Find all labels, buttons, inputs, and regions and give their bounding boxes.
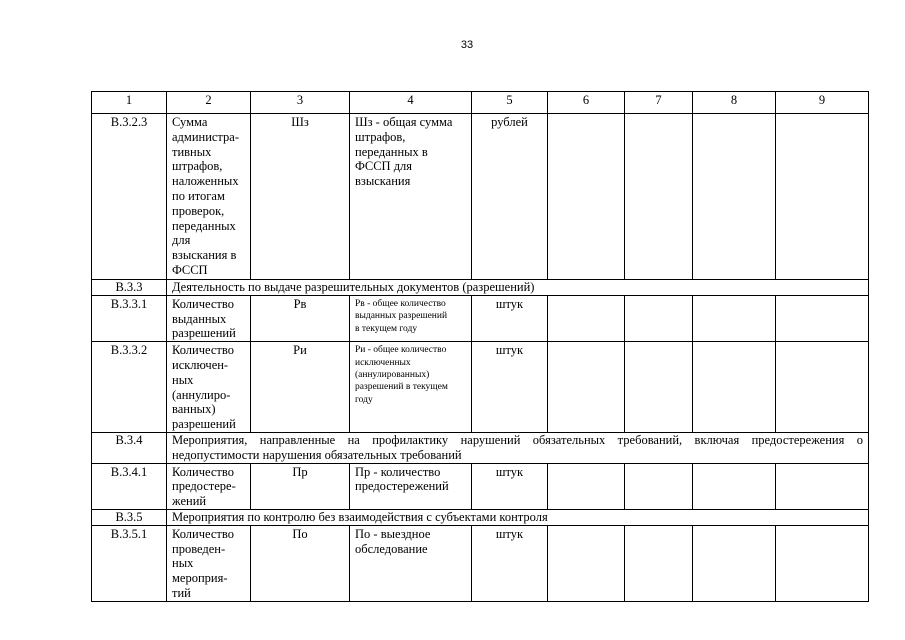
- column-number-header: 7: [625, 92, 693, 114]
- section-code: В.3.5: [92, 509, 167, 525]
- section-title: Мероприятия по контролю без взаимодействия с субъектами контроля: [167, 509, 869, 525]
- empty-cell: [693, 463, 776, 509]
- empty-cell: [548, 114, 625, 280]
- section-row: [92, 280, 869, 296]
- table-header-row: [92, 92, 869, 114]
- indicator-name: Количество предостере- жений: [167, 463, 251, 509]
- table-row: [92, 342, 869, 433]
- indicator-symbol: Рв: [251, 295, 350, 341]
- section-code: В.3.4: [92, 432, 167, 463]
- empty-cell: [625, 463, 693, 509]
- empty-cell: [776, 463, 869, 509]
- empty-cell: [625, 295, 693, 341]
- empty-cell: [625, 525, 693, 601]
- column-number-header: 3: [251, 92, 350, 114]
- column-number-header: 1: [92, 92, 167, 114]
- indicator-formula: Пр - количество предостережений: [350, 463, 472, 509]
- indicator-symbol: По: [251, 525, 350, 601]
- indicator-name: Количество исключен- ных (аннулиро- ванных) разрешений: [167, 342, 251, 433]
- column-number-header: 9: [776, 92, 869, 114]
- empty-cell: [693, 114, 776, 280]
- indicator-unit: штук: [472, 463, 548, 509]
- empty-cell: [776, 295, 869, 341]
- table-row: [92, 463, 869, 509]
- section-row: [92, 509, 869, 525]
- page-number: 33: [460, 39, 474, 51]
- indicator-unit: рублей: [472, 114, 548, 280]
- indicator-name: Количество выданных разрешений: [167, 295, 251, 341]
- indicator-code: В.3.2.3: [92, 114, 167, 280]
- section-row: [92, 432, 869, 463]
- column-number-header: 5: [472, 92, 548, 114]
- indicator-unit: штук: [472, 342, 548, 433]
- empty-cell: [548, 525, 625, 601]
- indicator-code: В.3.3.1: [92, 295, 167, 341]
- indicator-formula: По - выездное обследование: [350, 525, 472, 601]
- empty-cell: [776, 525, 869, 601]
- empty-cell: [693, 342, 776, 433]
- empty-cell: [693, 295, 776, 341]
- indicator-formula: Рв - общее количество выданных разрешений в текущем году: [350, 295, 472, 341]
- section-code: В.3.3: [92, 280, 167, 296]
- indicator-code: В.3.3.2: [92, 342, 167, 433]
- table-row: [92, 114, 869, 280]
- indicator-symbol: Пр: [251, 463, 350, 509]
- indicator-code: В.3.5.1: [92, 525, 167, 601]
- column-number-header: 4: [350, 92, 472, 114]
- indicator-symbol: Шз: [251, 114, 350, 280]
- table-row: [92, 295, 869, 341]
- empty-cell: [548, 463, 625, 509]
- indicator-name: Количество проведен- ных мероприя- тий: [167, 525, 251, 601]
- indicator-code: В.3.4.1: [92, 463, 167, 509]
- indicator-symbol: Ри: [251, 342, 350, 433]
- indicator-formula: Ри - общее количество исключенных (аннулированных) разрешений в текущем году: [350, 342, 472, 433]
- column-number-header: 2: [167, 92, 251, 114]
- section-title: Деятельность по выдаче разрешительных документов (разрешений): [167, 280, 869, 296]
- empty-cell: [625, 342, 693, 433]
- empty-cell: [776, 342, 869, 433]
- indicators-table: [91, 91, 869, 602]
- indicator-formula: Шз - общая сумма штрафов, переданных в ФССП для взыскания: [350, 114, 472, 280]
- column-number-header: 8: [693, 92, 776, 114]
- empty-cell: [776, 114, 869, 280]
- empty-cell: [548, 295, 625, 341]
- column-number-header: 6: [548, 92, 625, 114]
- empty-cell: [625, 114, 693, 280]
- section-title: Мероприятия, направленные на профилактику нарушений обязательных требований, включая предостережения о недопустимости нарушения обязательных требований: [167, 432, 869, 463]
- empty-cell: [693, 525, 776, 601]
- indicator-unit: штук: [472, 295, 548, 341]
- indicator-unit: штук: [472, 525, 548, 601]
- indicator-name: Сумма администра- тивных штрафов, наложенных по итогам проверок, переданных для взыскания в ФССП: [167, 114, 251, 280]
- table-row: [92, 525, 869, 601]
- empty-cell: [548, 342, 625, 433]
